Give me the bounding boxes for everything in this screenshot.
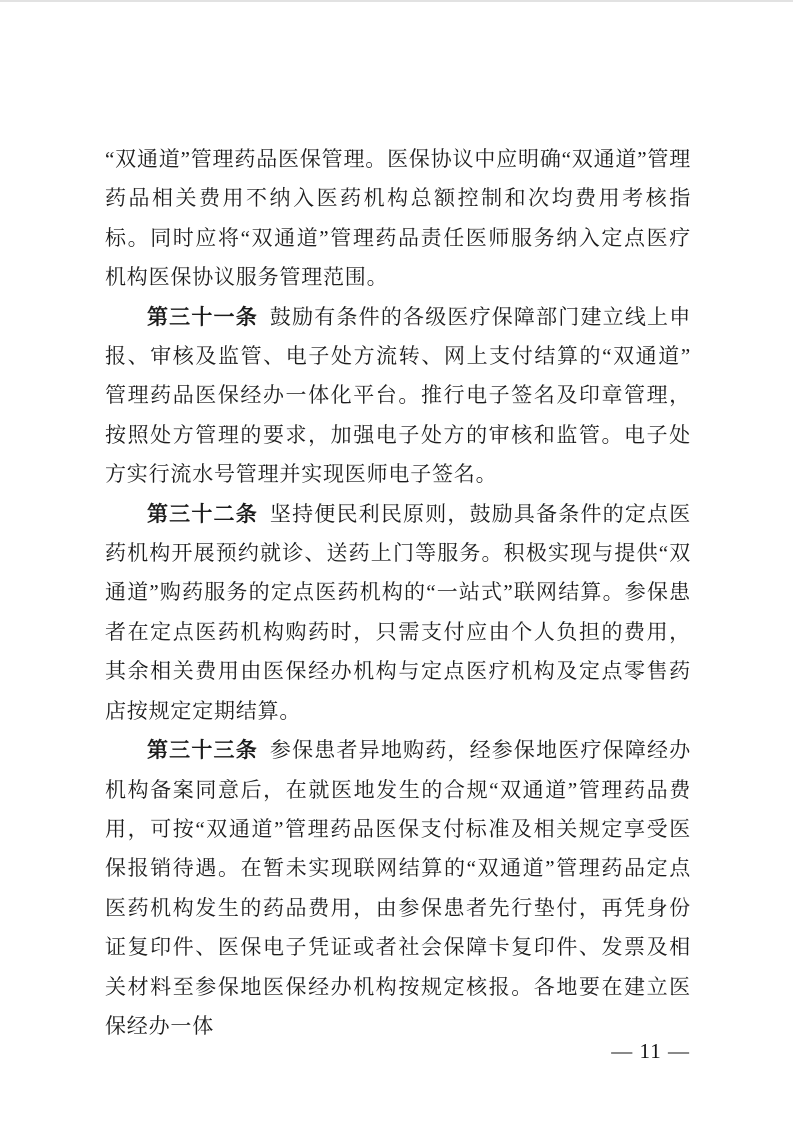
paragraph	[105, 140, 691, 298]
paragraph-text: 参保患者异地购药，经参保地医疗保障经办机构备案同意后，在就医地发生的合规“双通道”管理药品费用，可按“双通道”管理药品医保支付标准及相关规定享受医保报销待遇。在暂未实现联网结算的“双通道”管理药品定点医药机构发生的药品费用，由参保患者先行垫付，再凭身份证复印件、医保电子凭证或者社会保障卡复印件、发票及相关材料至参保地医保经办机构按规定核报。各地要在建立医保经办一体	[105, 738, 692, 1038]
paragraph-text: “双通道”管理药品医保管理。医保协议中应明确“双通道”管理药品相关费用不纳入医药机构总额控制和次均费用考核指标。同时应将“双通道”管理药品责任医师服务纳入定点医疗机构医保协议服务管理范围。	[105, 147, 691, 290]
paragraph	[105, 495, 691, 731]
paragraph	[105, 298, 691, 495]
paragraph-text: 坚持便民利民原则，鼓励具备条件的定点医药机构开展预约就诊、送药上门等服务。积极实现与提供“双通道”购药服务的定点医药机构的“一站式”联网结算。参保患者在定点医药机构购药时，只需支付应由个人负担的费用，其余相关费用由医保经办机构与定点医疗机构及定点零售药店按规定定期结算。	[105, 501, 692, 723]
paragraph-text: 鼓励有条件的各级医疗保障部门建立线上申报、审核及监管、电子处方流转、网上支付结算的“双通道”管理药品医保经办一体化平台。推行电子签名及印章管理，按照处方管理的要求，加强电子处方的审核和监管。电子处方实行流水号管理并实现医师电子签名。	[105, 304, 692, 487]
article-number: 第三十三条	[147, 739, 258, 763]
page-number: — 11 —	[611, 1039, 690, 1063]
article-number: 第三十一条	[147, 305, 258, 329]
paragraph	[105, 731, 691, 1046]
document-body	[105, 140, 691, 1046]
article-number: 第三十二条	[147, 502, 258, 526]
